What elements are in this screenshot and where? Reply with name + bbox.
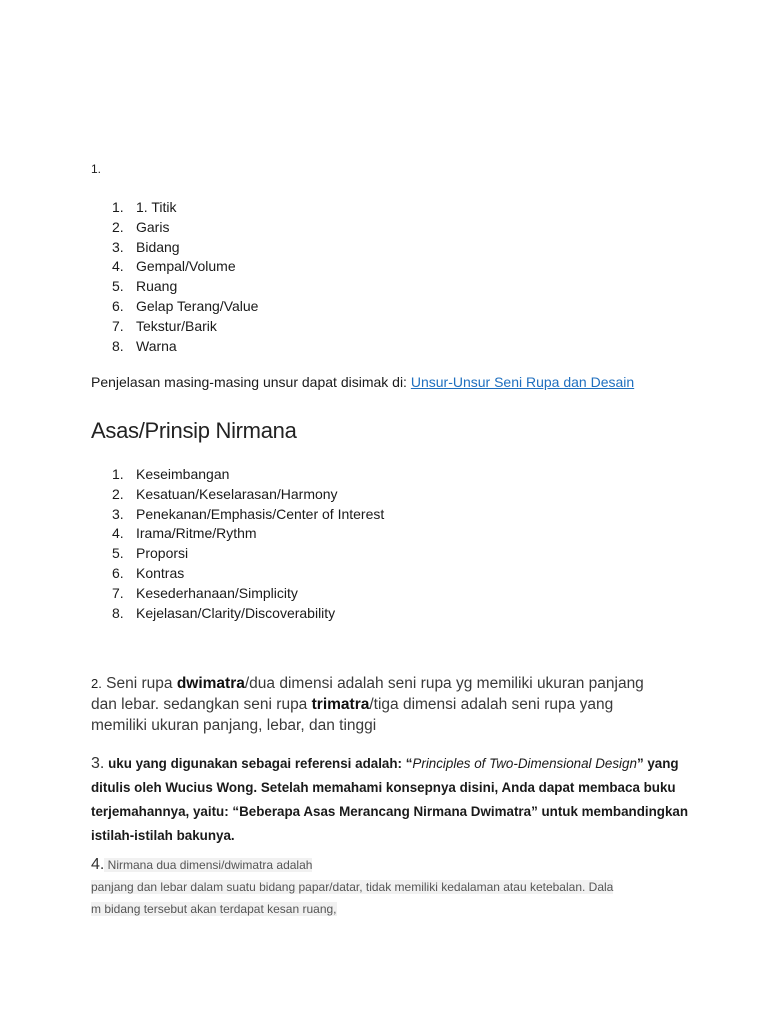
- answer-3-number: 3.: [91, 755, 105, 772]
- principles-list: [112, 465, 384, 623]
- list-item: 1. Keseimbangan: [112, 466, 230, 482]
- answer-2-number: 2.: [91, 676, 102, 691]
- answer-4-paragraph: 4. Nirmana dua dimensi/dwimatra adalah panjang dan lebar dalam suatu bidang papar/datar, tidak memiliki kedalaman atau ketebalan. Dala m bidang tersebut akan terdapat kesan ruang,: [91, 856, 614, 916]
- list-item: 8. Kejelasan/Clarity/Discoverability: [112, 604, 336, 621]
- list-item: 7. Tekstur/Barik: [112, 317, 217, 334]
- list-item: 2. Kesatuan/Keselarasan/Harmony: [112, 485, 338, 502]
- list-item: 7. Kesederhanaan/Simplicity: [112, 584, 298, 601]
- list-item: 5. Ruang: [112, 278, 178, 295]
- list-item: 8. Warna: [112, 337, 177, 354]
- principles-heading: Asas/Prinsip Nirmana: [91, 418, 297, 443]
- list-item: 4. Irama/Ritme/Rythm: [112, 525, 257, 542]
- list-item: 6. Gelap Terang/Value: [112, 297, 259, 314]
- intro-paragraph: Penjelasan masing-masing unsur dapat disimak di: Unsur-Unsur Seni Rupa dan Desain: [91, 374, 635, 390]
- elements-link[interactable]: Unsur-Unsur Seni Rupa dan Desain: [410, 374, 635, 390]
- item-1-number: 1.: [91, 162, 102, 176]
- answer-2-paragraph: 2. Seni rupa dwimatra/dua dimensi adalah seni rupa yg memiliki ukuran panjang dan lebar. sedangkan seni rupa trimatra/tiga dimensi adalah seni rupa yang memiliki ukuran panjang, lebar, dan tinggi: [91, 675, 644, 734]
- list-item: 3. Penekanan/Emphasis/Center of Interest: [112, 505, 385, 522]
- list-item: 2. Garis: [112, 218, 170, 235]
- list-item: 4. Gempal/Volume: [112, 258, 236, 275]
- list-item: 3. Bidang: [112, 238, 180, 255]
- answer-4-number: 4.: [91, 856, 105, 873]
- list-item: 1. 1. Titik: [112, 199, 177, 215]
- art-elements-list: [112, 198, 258, 356]
- list-item: 5. Proporsi: [112, 545, 189, 562]
- list-item: 6. Kontras: [112, 564, 185, 581]
- answer-3-paragraph: 3. uku yang digunakan sebagai referensi adalah: “Principles of Two-Dimensional Design” yang ditulis oleh Wucius Wong. Setelah memahami konsepnya disini, Anda dapat membaca buku terjemahannya, yaitu: “Beberapa Asas Merancang Nirmana Dwimatra” untuk membandingkan istilah-istilah bakunya.: [91, 755, 689, 843]
